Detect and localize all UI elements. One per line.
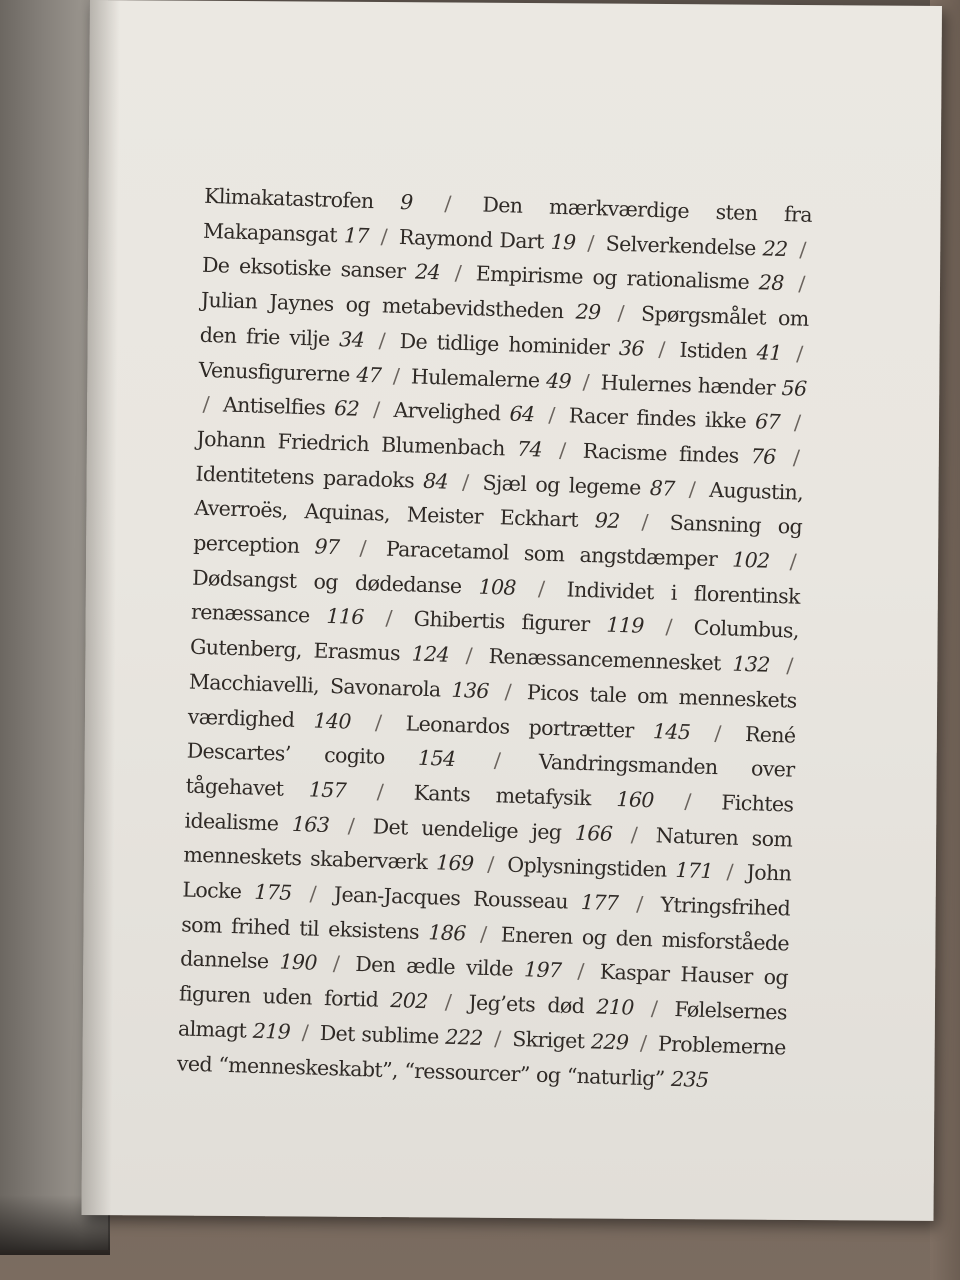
toc-entry-title: De tidlige hominider: [399, 328, 610, 360]
toc-entry-page-number: 145: [652, 718, 691, 744]
toc-separator: /: [359, 535, 367, 561]
toc-separator: /: [665, 614, 673, 640]
toc-entry-title: Ghibertis figurer: [413, 607, 590, 637]
toc-entry-page-number: 17: [343, 222, 370, 248]
toc-entry-page-number: 235: [670, 1066, 709, 1092]
toc-entry: [189, 669, 490, 702]
toc-separator: /: [378, 328, 386, 353]
toc-entry-title: Selverkendelse: [605, 231, 757, 260]
toc-entry-title: Antiselfies: [222, 392, 326, 420]
toc-entry-title: Picos tale om menneskets værdighed: [187, 680, 798, 732]
toc-entry-page-number: 49: [545, 368, 572, 393]
toc-entry-title: Kaspar Hauser og figuren uden fortid: [178, 960, 789, 1012]
toc-separator: /: [789, 549, 797, 574]
toc-entry-page-number: 222: [445, 1024, 484, 1050]
toc-entry-title: Skriget: [511, 1026, 585, 1054]
toc-entry-title: Naturen som menneskets skaberværk: [183, 822, 793, 875]
toc-entry: [405, 711, 690, 744]
toc-separator: /: [504, 679, 512, 704]
toc-entry-page-number: 163: [291, 811, 330, 837]
toc-entry-page-number: 19: [550, 229, 576, 255]
toc-separator: /: [380, 224, 388, 249]
toc-separator: /: [332, 951, 340, 976]
toc-entry-title: Leonardos portrætter: [405, 710, 635, 743]
toc-separator: /: [792, 445, 800, 470]
toc-separator: /: [650, 996, 658, 1021]
toc-entry: [507, 853, 713, 883]
toc-separator: /: [444, 989, 452, 1015]
toc-entry: [413, 781, 654, 813]
toc-entry-page-number: 102: [731, 547, 770, 573]
toc-entry-page-number: 47: [356, 362, 382, 387]
toc-entry: [411, 364, 572, 393]
toc-entry-page-number: 136: [451, 677, 490, 703]
toc-separator: /: [444, 191, 452, 216]
toc-entry-page-number: 190: [279, 950, 318, 976]
table-of-contents-paragraph: [176, 179, 812, 1100]
toc-separator: /: [202, 392, 210, 417]
toc-separator: /: [798, 271, 806, 297]
toc-entry: [600, 370, 807, 400]
toc-separator: /: [461, 469, 469, 494]
toc-entry-title: Sjæl og legeme: [482, 470, 642, 500]
toc-entry-title: Hulernes hænder: [600, 369, 776, 400]
toc-separator: /: [577, 959, 585, 984]
toc-entry-title: Julian Jaynes og metabevidstheden: [200, 287, 564, 324]
toc-entry-page-number: 108: [478, 574, 517, 600]
toc-entry-page-number: 229: [590, 1029, 629, 1055]
toc-entry-page-number: 166: [574, 820, 613, 846]
toc-separator: /: [658, 336, 666, 362]
toc-entry: [372, 814, 612, 846]
toc-entry-page-number: 186: [428, 919, 467, 946]
toc-separator: /: [630, 822, 638, 847]
toc-entry-title: Racisme findes: [582, 438, 739, 468]
toc-separator: /: [793, 410, 801, 435]
toc-entry-title: Istiden: [679, 337, 748, 364]
toc-entry: [192, 565, 517, 599]
toc-entry-title: Johann Friedrich Blumenbach: [196, 426, 506, 461]
toc-entry: [679, 338, 782, 365]
toc-separator: /: [454, 261, 462, 286]
toc-separator: /: [639, 1030, 647, 1055]
toc-entry-title: Den ædle vilde: [354, 952, 514, 982]
toc-separator: /: [493, 748, 501, 773]
toc-entry-page-number: 24: [414, 259, 441, 285]
toc-separator: /: [493, 1026, 502, 1051]
toc-separator: /: [684, 789, 692, 814]
toc-entry-title: Racer findes ikke: [568, 403, 747, 434]
toc-separator: /: [376, 779, 384, 804]
toc-entry-page-number: 116: [326, 604, 365, 630]
toc-entry-title: Oplysningstiden: [506, 853, 668, 883]
toc-entry-page-number: 92: [594, 508, 621, 534]
toc-entry-title: Kants metafysik: [413, 780, 592, 811]
toc-entry-title: Hulemalerne: [410, 363, 540, 392]
toc-entry-page-number: 36: [618, 335, 645, 361]
toc-entry-page-number: 9: [399, 189, 414, 215]
toc-entry: [223, 393, 360, 421]
toc-entry-title: Macchiavelli, Savonarola: [188, 669, 441, 702]
toc-entry: [399, 329, 644, 361]
toc-entry-title: Ytringsfrihed som frihed til eksistens: [180, 892, 791, 944]
toc-separator: /: [486, 852, 494, 877]
toc-separator: /: [374, 709, 382, 735]
toc-separator: /: [548, 402, 556, 428]
toc-entry-page-number: 84: [422, 468, 449, 494]
toc-entry-page-number: 119: [606, 613, 645, 639]
toc-entry-page-number: 87: [649, 475, 676, 501]
toc-entry-title: De eksotiske sanser: [201, 253, 406, 284]
toc-entry-page-number: 62: [333, 396, 360, 421]
toc-entry-title: Paracetamol som angstdæmper: [385, 536, 718, 572]
toc-entry-title: Det sublime: [319, 1020, 440, 1049]
toc-entry-title: Følelsernes almagt: [177, 997, 788, 1043]
toc-entry-title: Fichtes idealisme: [184, 790, 794, 836]
toc-entry-page-number: 76: [750, 444, 777, 469]
toc-separator: /: [372, 397, 380, 422]
toc-entry: [195, 461, 448, 493]
toc-entry-title: Spørgsmålet om den frie vilje: [199, 301, 810, 351]
toc-separator: /: [587, 230, 595, 255]
toc-entry: [468, 991, 634, 1020]
toc-entry-page-number: 22: [762, 236, 788, 261]
toc-entry-title: Jean-Jacques Rousseau: [333, 882, 569, 914]
toc-entry-title: Vandringsmanden over tågehavet: [185, 749, 795, 801]
toc-separator: /: [392, 363, 400, 388]
toc-separator: /: [465, 643, 473, 668]
toc-entry-title: Jeg’ets død: [468, 990, 585, 1019]
toc-separator: /: [786, 653, 794, 678]
toc-entry-page-number: 132: [732, 651, 771, 677]
toc-entry-title: Raymond Dart: [398, 224, 545, 254]
toc-entry: [512, 1027, 629, 1055]
toc-entry: [334, 882, 619, 915]
toc-separator: /: [714, 720, 722, 745]
toc-separator: /: [635, 891, 643, 916]
toc-entry: [582, 439, 776, 469]
toc-entry-page-number: 29: [575, 299, 601, 325]
toc-entry-title: Klimakatastrofen: [203, 183, 374, 214]
toc-separator: /: [795, 341, 803, 366]
toc-entry-title: Eneren og den misforståede dannelse: [179, 922, 790, 974]
toc-separator: /: [726, 859, 734, 885]
toc-entry: [488, 644, 770, 677]
toc-entry-page-number: 219: [252, 1018, 291, 1044]
toc-entry-title: John Locke: [182, 860, 792, 904]
toc-entry: [355, 952, 562, 982]
toc-entry: [605, 231, 788, 261]
toc-entry-title: Det uendelige jeg: [372, 814, 562, 844]
toc-separator: /: [479, 921, 487, 946]
toc-entry: [569, 404, 781, 435]
toc-entry-title: Augustin, Averroës, Aquinas, Meister Eckhart: [194, 477, 804, 533]
toc-entry: [386, 537, 770, 573]
toc-entry-page-number: 175: [253, 879, 293, 905]
toc-entry: [475, 262, 784, 296]
toc-separator: /: [641, 510, 649, 535]
toc-entry-title: Empirisme og rationalisme: [475, 261, 750, 295]
toc-entry-title: Venusfigurerne: [198, 357, 351, 386]
toc-entry: [399, 225, 576, 255]
toc-entry: [413, 607, 644, 638]
toc-entry-title: Arvelighed: [393, 398, 501, 426]
toc-separator: /: [537, 576, 545, 601]
toc-entry: [196, 427, 542, 462]
toc-entry: [198, 357, 381, 387]
toc-entry-page-number: 202: [390, 988, 429, 1014]
toc-separator: /: [385, 606, 393, 631]
toc-entry-title: Renæssancemennesket: [488, 644, 722, 676]
toc-entry-page-number: 74: [516, 436, 543, 462]
toc-entry: [393, 398, 535, 426]
toc-entry-page-number: 64: [509, 401, 535, 427]
toc-entry-page-number: 97: [314, 534, 340, 560]
toc-entry-title: Sansning og perception: [192, 510, 803, 558]
toc-entry: [202, 253, 441, 284]
toc-entry-page-number: 157: [308, 777, 347, 803]
toc-entry-page-number: 41: [756, 340, 783, 365]
toc-entry-title: Columbus, Gutenberg, Erasmus: [189, 615, 800, 666]
toc-entry-page-number: 154: [417, 746, 456, 772]
book-page: [82, 0, 942, 1221]
toc-entry-title: Dødsangst og dødedanse: [191, 565, 462, 598]
toc-separator: /: [558, 438, 566, 463]
toc-entry-page-number: 171: [675, 858, 714, 884]
toc-entry-page-number: 140: [313, 708, 352, 734]
toc-entry-page-number: 124: [411, 641, 450, 667]
toc-separator: /: [688, 476, 696, 501]
toc-entry: [482, 470, 675, 500]
toc-separator: /: [347, 813, 355, 838]
toc-entry-title: René Descartes’ cogito: [186, 721, 796, 769]
toc-entry-page-number: 67: [754, 409, 781, 435]
toc-entry-page-number: 28: [758, 270, 785, 296]
toc-entry-page-number: 34: [338, 326, 365, 352]
toc-entry-page-number: 210: [596, 994, 635, 1020]
toc-entry-title: Den mærkværdige sten fra Makapansgat: [202, 192, 813, 247]
toc-entry-title: Identitetens paradoks: [195, 461, 415, 493]
toc-entry-title: Individet i florentinsk renæssance: [190, 577, 801, 628]
toc-entry: [204, 184, 413, 215]
toc-entry-title: Problemerne ved “menneskeskabt”, “ressourcer” og “naturlig”: [176, 1031, 787, 1091]
toc-entry-page-number: 160: [616, 787, 655, 813]
toc-entry: [319, 1021, 483, 1050]
toc-entry-page-number: 197: [523, 957, 562, 983]
toc-separator: /: [617, 300, 625, 326]
toc-entry-page-number: 177: [580, 890, 619, 916]
toc-separator: /: [799, 237, 807, 262]
toc-separator: /: [301, 1020, 309, 1045]
toc-separator: /: [309, 881, 317, 906]
toc-separator: /: [582, 369, 590, 394]
toc-entry-page-number: 169: [435, 850, 474, 876]
toc-entry: [201, 288, 601, 325]
toc-entry-page-number: 56: [781, 375, 807, 401]
